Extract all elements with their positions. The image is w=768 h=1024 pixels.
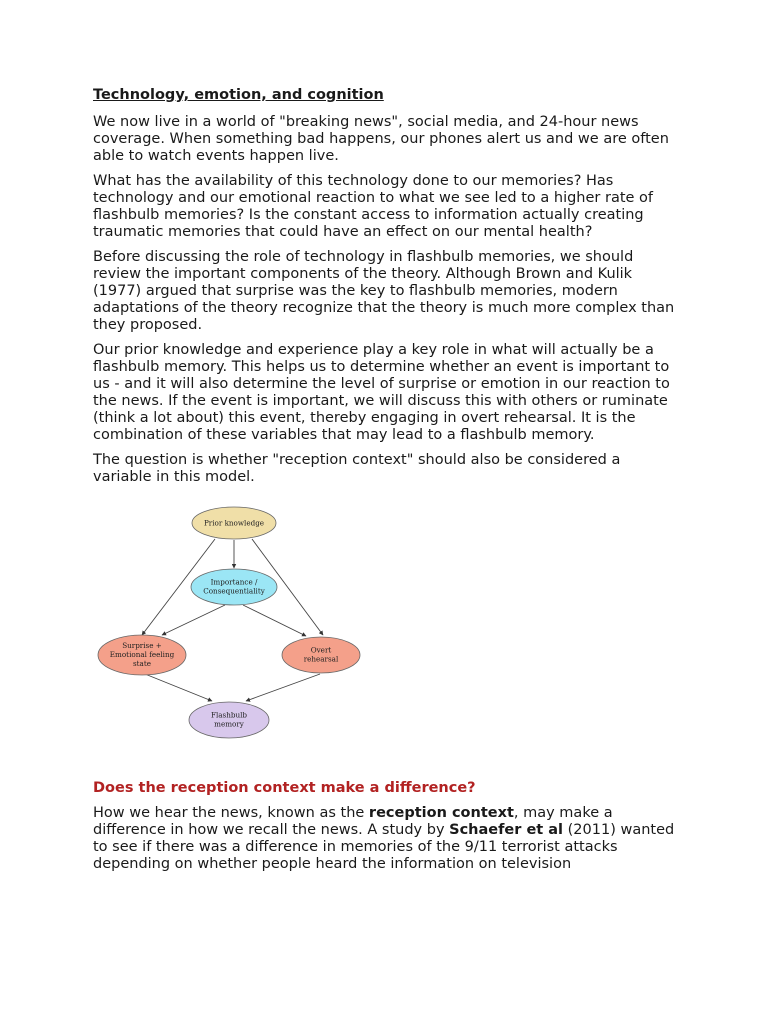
node-surprise-label-2: Emotional feeling	[109, 649, 175, 659]
paragraph-intro: We now live in a world of "breaking news", social media, and 24-hour news coverage. When something bad happens, our phones alert us and we are often able to watch events happen live.	[93, 114, 669, 165]
flashbulb-memory-diagram	[92, 502, 392, 754]
edge-surprise-to-flashbulb	[145, 674, 212, 701]
node-overt-rehearsal	[282, 637, 360, 673]
node-importance-label-1: Importance /	[210, 577, 258, 587]
text-segment: (2011) wanted to see if there was a difference in memories of the 9/11 terrorist attacks depending on whether people heard the information on television	[93, 821, 675, 873]
node-prior-knowledge-label: Prior knowledge	[203, 518, 265, 528]
paragraph-reception-context	[93, 805, 683, 873]
document-page	[93, 86, 683, 881]
node-flashbulb-memory	[189, 702, 269, 738]
edge-importance-to-surprise	[162, 605, 225, 635]
paragraph-reception-question: The question is whether "reception context" should also be considered a variable in this model.	[93, 451, 621, 485]
node-flashbulb-memory-label-2: memory	[214, 719, 244, 729]
node-importance-label-2: Consequentiality	[203, 586, 265, 596]
node-surprise	[98, 635, 186, 675]
document-title: Technology, emotion, and cognition	[93, 87, 384, 103]
node-overt-rehearsal-label-1: Overt	[310, 645, 332, 655]
node-surprise-label-3: state	[132, 658, 152, 668]
node-surprise-label-1: Surprise +	[122, 640, 162, 650]
paragraph-questions: What has the availability of this technology done to our memories? Has technology and our emotional reaction to what we see led to a higher rate of flashbulb memories? Is the constant access to information actually creating traumatic memories that could have an effect on our mental health?	[93, 172, 654, 241]
node-overt-rehearsal-label-2: rehearsal	[303, 654, 339, 664]
node-prior-knowledge	[192, 507, 276, 539]
diagram-svg	[92, 502, 392, 754]
citation-schaefer: Schaefer et al	[449, 821, 564, 838]
edge-rehearsal-to-flashbulb	[246, 674, 320, 701]
paragraph-prior-knowledge: Our prior knowledge and experience play a key role in what will actually be a flashbulb memory. This helps us to determine whether an event is important to us - and it will also determine the level of surprise or emotion in our reaction to the news. If the event is important, we will discuss this with others or ruminate (think a lot about) this event, thereby engaging in overt rehearsal. It is the combination of these variables that may lead to a flashbulb memory.	[93, 341, 670, 444]
edge-importance-to-rehearsal	[243, 605, 306, 636]
node-importance	[191, 569, 277, 605]
text-segment: , may make a difference in how we recall the news. A study by	[93, 804, 613, 838]
text-segment: How we hear the news, known as the	[93, 804, 369, 821]
term-reception-context: reception context	[368, 804, 514, 821]
node-flashbulb-memory-label-1: Flashbulb	[210, 710, 248, 720]
section-heading: Does the reception context make a difference?	[93, 779, 476, 796]
paragraph-theory: Before discussing the role of technology in flashbulb memories, we should review the important components of the theory. Although Brown and Kulik (1977) argued that surprise was the key to flashbulb memories, modern adaptations of the theory recognize that the theory is much more complex than they proposed.	[93, 248, 675, 334]
